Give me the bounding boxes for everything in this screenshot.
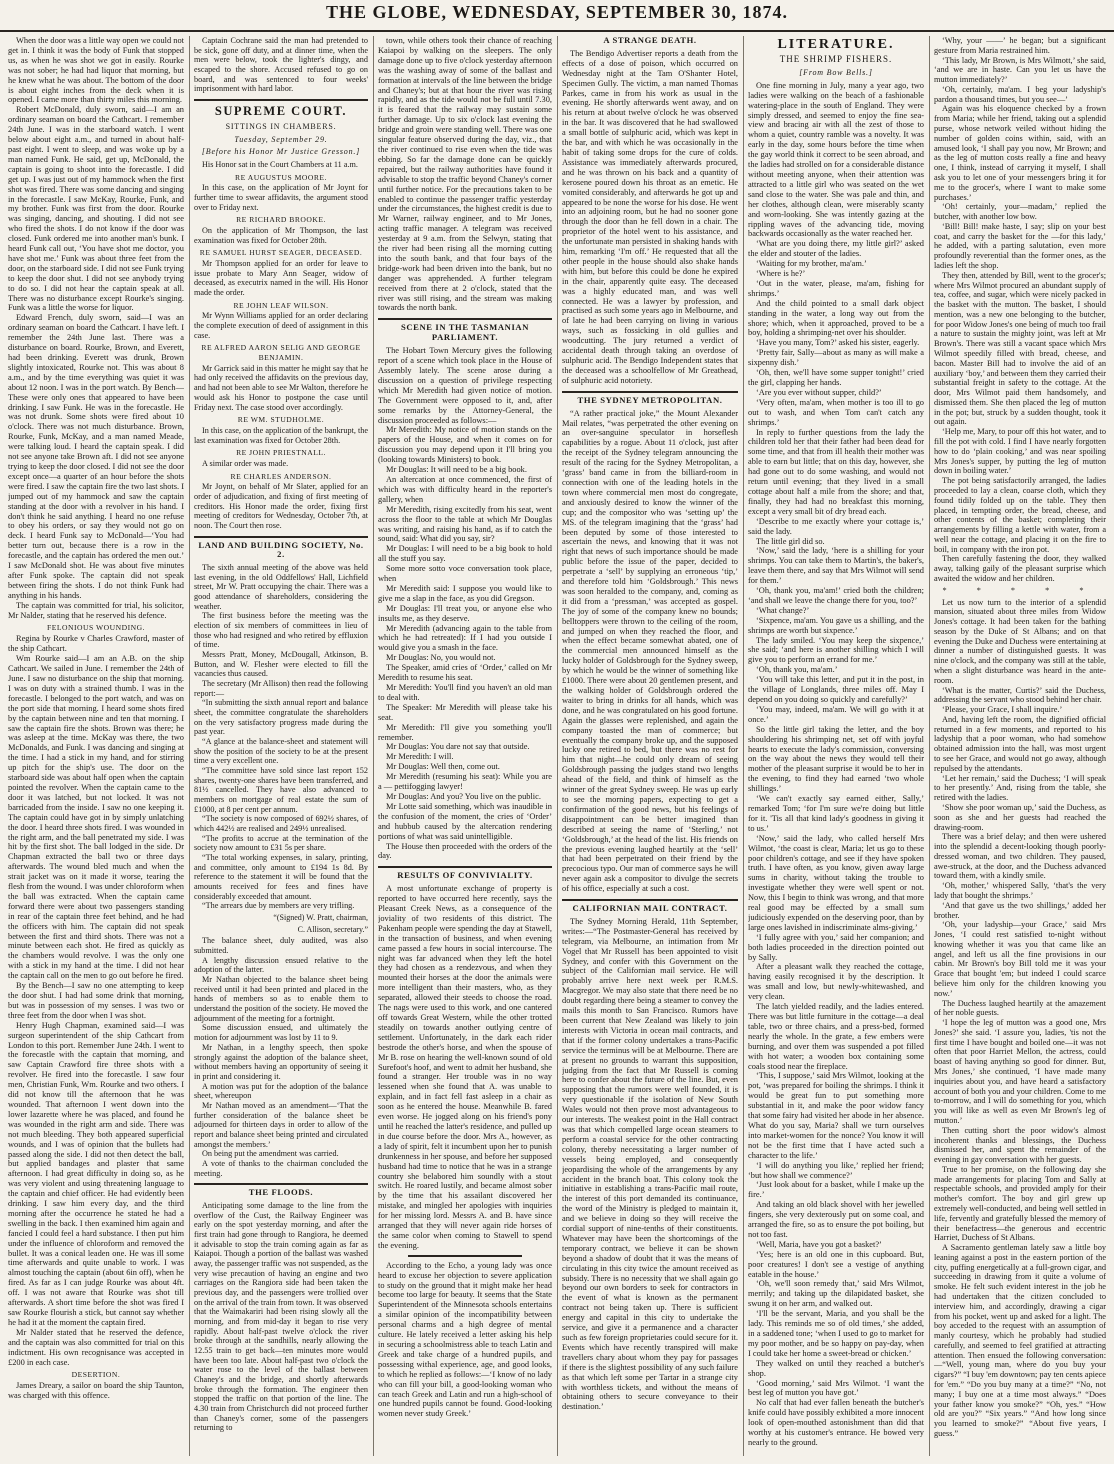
paragraph: ‘What is the matter, Curtis?’ said the Duchess, addressing the servant who stood behind her chair. [934,685,1106,705]
paragraph: The pot being satisfactorily arranged, the ladies proceeded to lay a clean, coarse cloth, which they found tidily folded up on the table. They then placed, in tempting order, the bread, cheese, and other contents of the basket; completing their arrangements by filling a kettle with water, from a well near the cottage, and placing it on the fire to boil, in company with the iron pot. [934,476,1106,554]
paragraph: And the child pointed to a small dark object standing in the water, a long way out from the shore; which, when it approached, proved to be a boy, holding a shrimping-net over his shoulder. [748,298,924,338]
paragraph: ‘You will take this letter, and put it in the post, in the village of Longlands, three miles off. May I depend on you doing so quickly and carefully?’ [748,675,924,704]
paragraph: Let us now turn to the interior of a splendid mansion, situated about three miles from Widow Jones's cottage. It had been taken for the bathing season by the Duke of St Albans; and on that evening the Duke and Duchess were entertaining at dinner a number of distinguished guests. It was nine o'clock, and the company was still at the table, when a slight disturbance was heard in the ante-room. [934,597,1106,685]
paragraph: ‘Sixpence, ma'am. You gave us a shilling, and the shrimps are worth but sixpence.’ [748,615,924,635]
paragraph: On being put the amendment was carried. [202,1149,339,1159]
paragraph: James Dreary, a sailor on board the ship Taunton, was charged with this offence. [8,1381,184,1401]
paragraph: ‘Show she poor woman up,’ said the Duchess, as soon as she and her guests had reached the drawing-room. [934,802,1106,832]
paragraph: Mr Nathan objected to the balance sheet being received until it had been printed and placed in the hands of members so as to enable them to understand the position of the society. He moved the adjournment of the meeting for a fortnight. [194,975,368,1023]
paragraph: ‘Oh, thank you, ma'am!’ cried both the children; ‘and shall we leave the change there for you, too?’ [748,586,924,605]
paragraph: town, while others took their chance of reaching Kaiapoi by walking on the sleepers. The only damage done up to five o'clock yesterday afternoon was the washing away of some of the ballast and formation at intervals of the line between the bridge and Chaney's; but at that hour the river was rising rapidly, and as the tide would not be full until 7.30, it is feared that the railway may sustain some further damage. Up to six o'clock last evening the bridge and groin were standing well. There was one singular feature observed during the day, viz., that the river continued to rise even when the tide was ebbing. So far the damage done can be quickly repaired, but the railway authorities have found it advisable to stop the traffic beyond Chaney's corner until further notice. For the precautions taken to be enabled to continue the passenger traffic yesterday under the circumstances, the highest credit is due to Mr Warner, railway engineer, and to Mr Jones, acting traffic manager. A telegram was received yesterday at 9 a.m. from the Selwyn, stating that the river had been rising all the morning cutting into the south bank, and that four bays of the bridge-work had been driven into the bank, but no danger was apprehended. A further telegram received from there at 2 o'clock, stated that the river was still rising, and the stream was making towards the north bank. [378,36,552,313]
section-heading: THE FLOODS. [194,1183,368,1198]
section-heading: RESULTS OF CONVIVIALITY. [378,866,552,881]
paragraph: Mr Meredith: You'll find you haven't an old man to deal with. [378,683,552,702]
paragraph: ‘Please, your Grace, I shall inquire.’ [942,705,1063,715]
paragraph: A lengthy discussion ensued relative to the adoption of the latter. [194,955,368,975]
paragraph: Mr Douglas: You dare not say that outside. [386,742,530,752]
paragraph: Mr Garrick said in this matter he might say that he had only received the affidavits on the previous day, and had not been able to see Mr Walton, therefore he would ask his Honor to postpone the case until Friday next. The case stood over accordingly. [194,363,368,412]
paragraph: Mr Lotte said something, which was inaudible in the confusion of the moment, the cries of ‘Order’ and hubbub caused by the altercation rendering portions of what was said unintelligible. [378,801,552,841]
paragraph: In reply to further questions from the lady the children told her that their father had been dead for some time, and that from ill health their mother was able to earn but little; that on this day, however, she had gone out to do some washing, and would not return until evening; that they lived in a small cottage about half a mile from the shore; and that, finally, they had had no breakfast this morning, except a very small bit of dry bread each. [748,427,924,516]
paragraph: A vote of thanks to the chairman concluded the meeting. [194,1158,368,1178]
section-heading: CALIFORNIAN MAIL CONTRACT. [562,899,738,914]
paragraph: Mr Joynt, on behalf of Mr Slater, applied for an order of adjudication, and fixing of first meeting of creditors. His Honor made the order, fixing first meeting of creditors for Wednesday, October 7th, at noon. The Court then rose. [194,482,368,530]
column-3 [378,36,552,1456]
paragraph: ‘Good morning,’ said Mrs Wilmot. ‘I want the best leg of mutton you have got.’ [748,1378,924,1398]
paragraph: Henry Hugh Chapman, examined said—I was surgeon superintendent of the ship Cathcart from London to this port. Remember June 24th. I went to the forecastle with the captain that morning, and saw Captain Crawford fire three shots with a revolver. He fired into the forecastle. I saw four men, Christian Funk, Wm. Rourke and two others. I did not know till the afternoon that he was wounded. That afternoon I went down into the lower lazarette where he was placed, and found he was wounded in the right arm and side. There was not much bleeding. They both appeared superficial wounds, and I was of opinion that the bullets had passed along the side. I did not then detect the ball, but applied bandages and plaster that same afternoon. I had great difficulty in doing so, as he was very violent and using threatening language to the captain and chief officer. He had evidently been drinking. I saw him every day, and the third morning after the occurrence he stated he had a swelling in the back. I then examined him again and fancied I could feel a hard substance. I then put him under the influence of chloroform and removed the bullet. It was a conical leaden one. He was ill some time afterwards and quite unable to work. I was almost touching the captain (about 6in off), when he fired. As far as I can judge Rourke was about 4ft. off. I was not aware that Rourke was shot till afterwards. A short time before the shot was fired I saw Rourke flourish a stick, but cannot say whether he had it at the moment the captain fired. [8,1020,184,1327]
paragraph: On the application of Mr Thompson, the last examination was fixed for October 28th. [194,226,368,245]
paragraph: And, having left the room, the dignified official returned in a few moments, and reported to his ladyship that a poor woman, who had somehow obtained admission into the hall, was most urgent to see her Grace, and would not go away, although repulsed by the attendants. [934,714,1106,773]
masthead-title: THE GLOBE, WEDNESDAY, SEPTEMBER 30, 1874. [326,2,788,22]
column-4 [562,36,738,1456]
paragraph: “The committee have sold since last report 152 shares, twenty-one shares have been transferred, and 81½ cancelled. They have also advanced to members on mortgage of real estate the sum of £1000, at 8 per cent per annum. [194,766,368,814]
paragraph: ‘I hope the leg of mutton was a good one, Mrs Jones?’ she said. ‘I assure you, ladies, 'tis not the first time I have bought and boiled one—it was not often that poor Harriet Mellon, the actress, could boast of having anything so good for dinner. But, Mrs Jones,’ she continued, ‘I have made many inquiries about you, and have heard a satisfactory account of both you and your children. Come to me to-morrow, and I will do something for you, which you will like as well as even Mr Brown's leg of mutton.’ [934,1018,1106,1125]
column-rule [743,36,744,1456]
column-1 [8,36,184,1456]
paragraph: ‘Oh, we'll soon remedy that,’ said Mrs Wilmot, merrily; and taking up the dilapidated basket, she swung it on her arm, and walked out. [748,1279,924,1309]
paragraph: “The society is now composed of 692½ shares, of which 442½ are realised and 249½ unrealised. [194,814,368,834]
paragraph: ‘Oh, certainly, ma'am. I beg your ladyship's pardon a thousand times, but you see—’ [934,84,1106,104]
case-name: RE RICHARD BROOKE. [236,215,326,225]
literature-heading: LITERATURE. [777,37,895,52]
paragraph: Mr Nathan, in a lengthy speech, then spoke strongly against the adoption of the balance sheet, without members having an opportunity of seeing it in print and considering it. [194,1042,368,1081]
section-heading: A STRANGE DEATH. [603,36,697,45]
column-rule [189,36,190,1456]
section-heading: THE SYDNEY METROPOLITAN. [562,391,738,406]
signature: “(Signed) W. Pratt, chairman, [273,913,368,923]
paragraph: Regina by Rourke v Charles Crawford, master of the ship Cathcart. [8,634,184,654]
paragraph: The Speaker, amid cries of ‘Order,’ called on Mr Meredith to resume his seat. [378,663,552,683]
section-break: * * * * * [942,585,1098,595]
paragraph: ‘You may, indeed, ma'am. We will go with it at once.’ [748,704,924,724]
column-2 [194,36,368,1456]
paragraph: ‘And that gave us the two shillings,’ added her brother. [934,900,1106,920]
divider [408,1255,522,1257]
paragraph: ‘Oh, mother,’ whispered Sally, ‘that's the very lady that bought the shrimps.’ [934,881,1106,900]
paragraph: Mr Douglas: No, you would not. [386,653,496,663]
paragraph: ‘I'll be the servant, Maria, and you shall be the lady. This reminds me so of old times,’ she added, in a saddened tone; ‘when I used to go to market for my poor mother, and be so happy on pay-day, when I could take her home a sweet-bread or chicken.’ [748,1309,924,1358]
paragraph: ‘Now,’ said the lady, ‘here is a shilling for your shrimps. You can take them to Martin's, the baker's, leave them there, and say that Mrs Wilmot will send for them.’ [748,546,924,586]
paragraph: ‘What are you doing there, my little girl?’ asked the elder and stouter of the ladies. [748,239,924,259]
paragraph: The first business before the meeting was the election of six members of committees in lieu of those who had resigned and who retired by effluxion of time. [194,611,368,650]
paragraph: The latch yielded readily, and the ladies entered. There was but little furniture in the cottage—a deal table, two or three chairs, and a press-bed, formed nearly the whole. In the grate, a few embers were burning, and over them was suspended a pot filled with hot water; a wooden box containing some coals stood near the fireplace. [748,1002,924,1071]
paragraph: Mr Wynn Williams applied for an order declaring the complete execution of deed of assignment in this case. [194,311,368,340]
paragraph: After a pleasant walk they reached the cottage, having easily recognised it by the description. It was small and low, but newly-whitewashed, and very clean. [748,962,924,1002]
paragraph: Captain Cochrane said the man had pretended to be sick, gone off duty, and at dinner time, when the men were below, took the lighter's dingy, and escaped to the shore. Accused refused to go on board, and was sentenced to four weeks' imprisonment with hard labor. [194,36,368,94]
columns [8,36,1108,1456]
column-5 [748,36,924,1456]
paragraph: They walked on until they reached a butcher's shop. [748,1358,924,1378]
paragraph: Mr Nathan moved as an amendment—‘That the further consideration of the balance sheet be adjourned for thirteen days in order to allow of the report and balance sheet being printed and circulated amongst the members.’ [194,1100,368,1149]
section-heading: SCENE IN THE TASMANIAN PARLIAMENT. [378,318,552,343]
paragraph: The Bendigo Advertiser reports a death from the effects of a dose of poison, which occurred on Wednesday night at the Tam O'Shanter Hotel, Specimen Gully. The victim, a man named Thomas Parkes, came in from his work as usual in the evening. He shortly afterwards went away, and on his return at about twelve o'clock he was observed in the bar. It was discovered that he had swallowed a small bottle of sulphuric acid, which was kept in the bar, and with which he was occasionally in the habit of taking some drops for the cure of colds. Assistance was immediately afterwards procured, and he was thrown on his back and a quantity of kerosene poured down his throat as an emetic. He vomited considerably, and afterwards he got up and appeared to be none the worse for his dose. He went into an adjoining room, but he had no sooner gone through the door than he fell down in a chair. The proprietor of the hotel went to his assistance, and the unfortunate man persisted in shaking hands with him, remarking ‘I'm off.’ He requested that all the other people in the house should also shake hands with him, but before this could be done he expired in the chair, apparently quite easy. The deceased was a highly educated man, and was well connected. He was a lawyer by profession, and practised as such some years ago in Melbourne, and of late he had been carrying on living in various ways, such as fossicking in old gullies and woodcutting. The jury returned a verdict of accidental death through taking an overdose of sulphuric acid. The Bendigo Independent states that the deceased was a schoolfellow of Mr Greathead, of sulphuric acid notoriety. [562,48,738,385]
paragraph: When the door was a little way open we could not get in. I think it was the body of Funk that stopped us, as when he was shot we got in easily. Rourke was not sober; he had had liquor that morning, but he knew what he was about. The bottom of the door is about eight inches from the deck when it is opened. I came more than thirty miles this morning. [8,36,184,105]
section-heading: SUPREME COURT. [194,99,368,119]
paragraph: ‘Where is he?’ [756,269,806,279]
paragraph: ‘Help me, Mary, to pour off this hot water, and to fill the pot with cold. I find I have nearly forgotten how to do ‘plain cooking,’ and was near spoiling Mrs Jones's supper, by putting the leg of mutton down in boiling water.’ [934,427,1106,476]
paragraph: The secretary (Mr Allison) then read the following report:— [194,678,368,698]
paragraph: A most unfortunate exchange of property is reported to have occurred here recently, says the Pleasant Creek News, as a consequence of the joviality of two residents of this district. The Pakenham people were spending the day at Stawell, in the transaction of business, and when evening came passed a few hours in social intercourse. The night was far advanced when they left the hotel they had chosen as a rendezvous, and when they mounted their horses at the door the animals were more intelligent than their masters, who, as they separated, allowed their steeds to choose the road. The nags were used to this work, and one cantered off towards Great Western, while the other trotted steadily on towards another outlying centre of settlement. Unfortunately, in the dark each rider bestrode the other's horse, and when the spouse of Mr B. rose on hearing the well-known sound of old Surefoot's hoof, and went to admit her husband, she found a stranger. Her trouble was in no way lessened when she found that A. was unable to explain, and in fact fell fast asleep in a chair as soon as he entered the house. Meanwhile B. fared even worse. He jogged along on his friend's pony until he reached the latter's residence, and pulled up in due course before the door. Mrs A., however, as a lady of spirit, felt it incumbent upon her to punish drunkenness in her spouse, and before her supposed husband had time to notice that he was in a strange country she belabored him soundly with a stout switch. He roared lustily, and became almost sober by the time that his assailant discovered her mistake, and mingled her apologies with inquiries for her missing lord. Messrs A. and B. have since arranged that they will never again ride horses of the same color when coming to Stawell to spend the evening. [378,884,552,1250]
paragraph: ‘Now,’ said the lady, who called herself Mrs Wilmot, ‘the coast is clear, Maria; let us go to these poor children's cottage, and see if they have spoken truth. I have often, as you know, given away large sums in charity, without taking the trouble to investigate whether they were well spent or not. Now, this I begin to think was wrong, and that more real good may be effected by a small sum judiciously expended on the deserving poor, than by large ones lavished in indiscriminate alms-giving.’ [748,833,924,932]
paragraph: ‘I will do anything you like,’ replied her friend; ‘but how shall we commence?’ [748,1160,924,1180]
date-line: Tuesday, September 29. [234,134,328,144]
paragraph: Mr Douglas: Well then, come out. [386,762,500,772]
paragraph: True to her promise, on the following day she made arrangements for placing Tom and Sally at respectable schools, and provided amply for their mother's comfort. The boy and girl grew up extremely well-conducted, and being well settled in life, fervently and gratefully blessed the memory of their benefactress—the generous and eccentric Harriet, Duchess of St Albans. [934,1164,1106,1243]
paragraph: And taking an old black shovel with her jewelled fingers, she very dexterously put on some coal, and arranged the fire, so as to ensure the pot boiling, but not too fast. [748,1200,924,1239]
paragraph: The Speaker: Mr Meredith will please take his seat. [378,702,552,722]
paragraph: Mr Meredith (advancing again to the table from which he had retreated): If I had you outside I would give you a smash in the face. [378,623,552,653]
paragraph: A similar order was made. [202,458,289,468]
paragraph: The Duchess laughed heartily at the amazement of her noble guests. [934,998,1106,1018]
paragraph: ‘Yes; here is an old one in this cupboard. But, poor creatures! I don't see a vestige of anything eatable in the house.’ [748,1249,924,1279]
case-name: RE SAMUEL HURST SEAGER, DECEASED. [199,248,363,258]
paragraph: A motion was put for the adoption of the balance sheet, whereupon [194,1081,368,1101]
paragraph: “A rather practical joke,” the Mount Alexander Mail relates, “was perpetrated the other evening on an over-sanguine speculator in horseflesh capabilities by a rogue. About 11 o'clock, just after the receipt of the Sydney telegram announcing the result of the racing for the Sydney Metropolitan, a ‘grass’ band came in from the billiard-room in connection with one of the leading hotels in the town where commercial men most do congregate, and anxiously desired to know the winner of the cup; and the compositor who was ‘setting up’ the MS. of the telegram imagining that the ‘grass’ had been deputed by some of those interested to ascertain the news, and knowing that it was not right that news of such importance should be made public before the issue of the paper, decided to perpetrate a ‘sell’ by supplying an erroneous ‘tip,’ and therefore told him ‘Goldsbrough.’ This news was soon heralded to the company, and, coming as it did from a ‘pressman,’ was accepted as gospel. The joy of some of the company knew no bounds; belltoppers were thrown to the ceiling of the room, and jumped on when they reached the floor, and when the effect became somewhat abated, one of the commercial men announced himself as the lucky holder of Goldsbrough for the Sydney sweep, by which he would be the winner of something like £1000. There were about 20 gentlemen present, and the walking holder of Goldsbrough ordered the waiter to bring in drinks for all hands, which was done, and he was congratulated on his good fortune. Again the glasses were replenished, and again the company toasted the man of commerce; but eventually the company broke up, and the supposed lucky one retired to bed, but there was no rest for him that night—he could only dream of seeing Goldsbrough passing the judges stand two lengths ahead of the field, and think of himself as the winner of the great Sydney sweep. He was up early to see the morning papers, expecting to get a confirmation of the good news, but his feelings of disappointment can be better imagined than described at seeing the name of ‘Sterling,’ not ‘Goldsbrough,’ at the head of the list. His friends on the previous evening laughed heartily at the ‘sell’ that had been perpetrated on their friend by the precocious typo. Our man of commerce says he will never again ask a compositor to divulge the secrets of his office, especially at such a cost. [562,408,738,894]
paragraph: The Sydney Morning Herald, 11th September, writes:—“The Postmaster-General has received by telegram, via Melbourne, an intimation from Mr Vogel that Mr Russell has been appointed to visit Sydney, and confer with this Government on the subject of the Californian mail service. He will probably arrive here next week per R.M.S. Macgregor. We may also state that there need be no doubt regarding there being a steamer to convey the mails this month to San Francisco. Rumors have been current that New Zealand was likely to join interests with Victoria in ocean mail contracts, and that if the former colony undertakes a trans-Pacific service the terminus will be at Melbourne. There are at present no grounds to warrant this supposition, judging from the fact that Mr Russell is coming here to confer about the future of the line. But, even supposing that the rumors were well founded, it is very questionable if the isolation of New South Wales would not then prove most advantageous to our interests. The weakest point in the Hall contract was that which compelled large ocean steamers to perform a coastal service for the other contracting colony, thereby necessitating a larger number of vessels being employed, and consequently jeopardising the whole of the arrangements by any accident in the branch boat. This colony took the initiative in establishing a trans-Pacific mail route, the interest of this port demanded its continuance, the word of the Ministry is pledged to maintain it, and we believe in doing so they will receive the cordial support of nine-tenths of their constituents. Whatever may have been the shortcomings of the temporary contract, we believe it can be shown beyond a shadow of doubt that it was the means of circulating in this city twice the amount received as subsidy. There is no necessity that we shall again go beyond our own borders to seek for contractors in the event of what is known as the permanent contract not being taken up. There is sufficient energy and capital in this city to undertake the service, and give it a permanence and a character such as few foreign proprietaries could secure for it. Events which have recently transpired will make travellers chary about whom they pay for passages if there is the slightest possibility of any such failure as that which left some per Tartar in a strange city with worthless tickets, and without the means of obtaining others to secure conveyance to their destination.’ [562,916,738,1412]
section-heading: LAND AND BUILDING SOCIETY, No. 2. [194,536,368,560]
section-heading: FELONIOUS WOUNDING. [47,623,145,633]
story-title: THE SHRIMP FISHERS. [779,54,893,64]
paragraph: “In submitting the sixth annual report and balance sheet, the committee congratulate the shareholders on the very satisfactory progress made during the past year. [194,698,368,737]
paragraph: ‘Waiting for my brother, ma'am.’ [756,259,867,269]
paragraph: Edward French, duly sworn, said—I was an ordinary seaman on board the Cathcart. I have left. I remember the 24th June last. There was a disturbance on board. Rourke, Brown, and Everett, had been drinking. Everett was drunk, Brown slightly intoxicated, Rourke not. This was about 8 a.m., and by the time everything was quiet it was about 12 noon. I was in the port watch. By Bench—These were only ones that appeared to have been drinking. I saw Funk. He was in the forecastle. He was not drunk. Some shots were fired about 10 o'clock. There was not much disturbance. Brown, Rourke, Funk, McKay, and a man named Meade, were talking loud. I heard the captain speak. I did not see anyone take Brown aft. I did not see anyone trying to keep the door closed. I did not see the door except once—a quarter of an hour before the shots were fired. I saw the captain fire the two last shots. I jumped out of my hammock and saw the captain standing at the door with a revolver in his hand. I don't think he said anything. I heard no one refuse to obey his orders, or say they would not go on deck. I heard Funk say to McDonald—‘You had better turn out, because there is a row in the forecastle, and the captain has ordered the men out.’ I saw McDonald shot. He was about five minutes after Funk spoke. The captain did not speak between firing the shots. I do not think Funk had anything in his hands. [8,313,184,600]
paragraph: Mr Douglas: I'll treat you, or anyone else who insults me, as they deserve. [378,603,552,623]
paragraph: Some discussion ensued, and ultimately the motion for adjournment was lost by 11 to 9. [194,1023,368,1043]
paragraph: Mr Meredith (resuming his seat): While you are a — pettifogging lawyer! [378,772,552,792]
paragraph: ‘Well, Maria, have you got a basket?’ [756,1239,882,1249]
paragraph: “The total working expenses, in salary, printing, and committee, only amount to £194 1s 8d. By reference to the statement it will be found that the amounts received for fees and fines have considerably exceeded that amount. [194,853,368,901]
paragraph: ‘What change?’ [756,605,810,615]
paragraph: “The arrears due by members are very trifling. [202,901,355,911]
paragraph: “The profits to accrue at the termination of the society now amount to £31 5s per share. [194,833,368,853]
paragraph: Mr Douglas: And you? You live on the public. [386,791,541,801]
masthead [0,0,1114,32]
section-subheading: SITTINGS IN CHAMBERS. [225,122,337,132]
paragraph: No calf that had ever fallen beneath the butcher's knife could have possibly exhibited a more innocent look of open-mouthed astonishment than did that worthy at his customer's entrance. He bowed very nearly to the ground. [748,1398,924,1447]
paragraph: ‘Oh, thank you, ma'am.’ [756,665,838,675]
paragraph: ‘This, I suppose,’ said Mrs Wilmot, looking at the pot, ‘was prepared for boiling the shrimps. I think it would be great fun to put something more substantial in it, and make the poor widow fancy that some fairy had visited her abode in her absence. What do you say, Maria? shall we turn ourselves into market-women for the nonce? You know it will not be the first time that I have acted such a character to the life.’ [748,1071,924,1160]
paragraph: They then, attended by Bill, went to the grocer's; where Mrs Wilmot procured an abundant supply of tea, coffee, and sugar, which were nicely packed in the basket with the mutton. The basket, I should mention, was a new one belonging to the butcher, for poor Widow Jones's one being of much too frail a nature to sustain the mighty joint, was left at Mr Brown's. There was still a vacant space which Mrs Wilmot speedily filled with bread, cheese, and bacon. Master Bill had to involve the aid of an auxiliary ‘boy,’ and between them they carried their substantial freight in safety to the cottage. At the door, Mrs Wilmot paid them handsomely, and dismissed them. She then placed the leg of mutton in the pot; but, struck by a sudden thought, took it out again. [934,270,1106,427]
paragraph: One fine morning in July, many a year ago, two ladies were walking on the beach of a fashionable watering-place in the south of England. They were simply dressed, and seemed to enjoy the fine sea-view and bracing air with all the zest of those to whom a quiet, country ramble was a novelty. It was early in the day, some hours before the time when the gay world think it correct to be seen abroad, and the ladies had strolled on for a considerable distance without meeting anyone, when their attention was attracted to a little girl who was seated on the wet sand close to the water. She was pale and thin, and her clothes, although clean, were miserably scanty and worn-looking. She was intently gazing at the rippling waves of the advancing tide, moving backwards occasionally as the water reached her. [748,80,924,239]
paragraph: ‘We can't exactly say earned either, Sally,’ remarked Tom; ‘for I'm sure we're doing but little for it. 'Tis all that kind lady's goodness in giving it to us.’ [748,794,924,833]
paragraph: His Honor sat in the Court Chambers at 11 a.m. [202,160,358,170]
paragraph: ‘Just look about for a basket, while I make up the fire.’ [748,1180,924,1200]
paragraph: “A glance at the balance-sheet and statement will show the position of the society to be at the present time a very excellent one. [194,737,368,766]
paragraph: A Sacramento gentleman lately saw a little boy leaning against a post in the eastern portion of the city, puffing energetically at a full-grown cigar, and succeeding in drawing from it quite a volume of smoke. He felt such evident interest in the job he had undertaken that the citizen concluded to interview him, and accordingly, drawing a cigar from his pocket, went up and asked for a light. The boy acceded to the request with an assumption of manly courtesy, which he probably had studied carefully, and seemed to feel gratified at attracting attention. Then ensued the following conversation:—“Well, young man, where do you buy your cigars?” “I buy 'em downtown; pay ten cents apiece for 'em.” “Do you buy many at a time?” “No, not many; I buy one at a time most always.” “Does your father know you smoke?” “Oh, yes.” “How old are you?” “Six years.” “And how long since you learned to smoke?” “About five years, I guess.” [934,1243,1106,1438]
column-rule [557,36,558,1456]
paragraph: The lady smiled. ‘You may keep the sixpence,’ she said; ‘and here is another shilling which I will give you to perform an errand for me.’ [748,635,924,665]
paragraph: According to the Echo, a young lady was once heard to excuse her objection to severe application to study on the ground that it might make her head become too large for beauty. It seems that the State Superintendent of the Minnesota schools entertains a similar opinion of the incompatibility between personal charms and a high degree of mental culture. He lately received a letter asking his help in securing a schoolmistress able to teach Latin and Greek and take charge of a hundred pupils, and possessing withal experience, age, and good looks, to which he replied as follows:—‘I know of no lady who can fill your bill, a good-looking woman who can teach Greek and Latin and run a high-school of one hundred pupils cannot be found. Good-looking women never study Greek.’ [378,1260,552,1419]
case-name: RE JOHN PRIESTNALL. [236,448,326,458]
paragraph: ‘Describe to me exactly where your cottage is,’ said the lady. [748,516,924,536]
paragraph: Then cutting short the poor widow's almost incoherent thanks and blessings, the Duchess dismissed her, and spent the remainder of the evening in gay conversation with her guests. [934,1125,1106,1165]
paragraph: ‘Are you ever without supper, child?’ [756,387,882,397]
paragraph: ‘Let her remain,’ said the Duchess; ‘I will speak to her presently.’ And, rising from the table, she retired with the ladies. [934,773,1106,803]
paragraph: Then carefully fastening the door, they walked away, talking gaily of the pleasant surprise which awaited the widow and her children. [934,554,1106,583]
case-name: RE ALFRED AARON SELIG AND GEORGE BENJAMIN. [201,343,361,363]
column-rule [373,36,374,1456]
paragraph: Mr Meredith: I'll give you something you'll remember. [378,722,552,742]
paragraph: Mr Meredith, rising excitedly from his seat, went across the floor to the table at which Mr Douglas was writing, and raising his hand, as if to catch the sound, said: What did you say, sir? [378,504,552,544]
paragraph: The captain was committed for trial, his solicitor, Mr Nalder, stating that he reserved his defence. [8,600,184,620]
paragraph: Mr Meredith: My notice of motion stands on the papers of the House, and when it comes on for discussion you may depend upon it I'll bring you (looking towards Ministers) to book. [378,425,552,465]
paragraph: ‘Out in the water, please, ma'am, fishing for shrimps.’ [748,278,924,298]
paragraph: ‘Oh, then, we'll have some supper tonight!’ cried the girl, clapping her hands. [748,368,924,387]
paragraph: So the little girl taking the letter, and the boy shouldering his shrimping net, set off with joyful hearts to execute the lady's commission, conversing on the way about the news they would tell their mother of the pleasant surprise it would be to her in the evening, to find they had earned ‘two whole shillings.’ [748,724,924,794]
paragraph: The little girl did so. [756,536,825,546]
paragraph: The sixth annual meeting of the above was held last evening, in the old Oddfellows' Hall, Lichfield street, Mr W. Pratt occupying the chair. There was a good attendance of shareholders, considering the weather. [194,562,368,611]
paragraph: Some more sotto voce conversation took place, when [378,564,552,584]
paragraph: The balance sheet, duly audited, was also submitted. [194,936,368,956]
paragraph: In this case, on the application of Mr Joynt for further time to swear affidavits, the argument stood over to Friday next. [194,183,368,212]
paragraph: Wm Rourke said—I am an A.B. on the ship Cathcart. We sailed in June. I remember the 24th of June. I saw no disturbance on the ship that morning. I was on duty with a strained thumb. I was in the forecastle. I belonged to the port watch, and was on the port side that morning. I heard some shots fired by the captain between nine and ten that morning. I saw the captain fire the shots. Brown was there; he was asleep at the time. McKay was there, the two McDonalds, and Funk. I was dancing and singing at the time. I had a stick in my hand, and for stirring up pitch for the ship's use. The door on the starboard side was about half open when the captain pointed the revolver. When the captain came to the door it was latched, but not locked. It was not barricaded from the inside. I saw no one keeping it. The captain could have got in by simply unlatching the door. I heard three shots fired. I was wounded in the right arm, and the ball penetrated my side. I was hit by the first shot. The ball lodged in the side. Dr Chapman extracted the ball two or three days afterwards. The wound bled much and when the strait jacket was on it made it worse, tearing the flesh from the wound. I was under chloroform when the ball was extracted. When the captain came forward there were about two passengers standing in rear of the captain three feet behind, and he had the officers with him. The captain did not speak between the first and third shots. There was not a minute between each shot. He fired as quickly as the chambers would revolve. I was the only one with a stick in my hand at the time. I did not hear the captain call on the men to go out before he fired. [8,654,184,981]
paragraph: Anticipating some damage to the line from the overflow of the Cust, the Railway Engineer was early on the spot yesterday morning, and after the first train had gone through to Rangiora, he deemed it advisable to stop the train coming again as far as Kaiapoi. Though a portion of the ballast was washed away, the passenger traffic was not suspended, as the very wise precaution of having an engine and two carriages on the Rangiora side had been taken the previous day, and the passengers were trollied over on the arrival of the train from town. It was observed that the Waimakariri had been rising slowly all the morning, and from mid-day it began to rise very rapidly. About half-past twelve o'clock the river broke through at the sandhills, nearly allowing the 12.55 train to get back—ten minutes more would have been too late. About half-past two o'clock the water rose to the level of the ballast between Chaney's and the bridge, and shortly afterwards broke through the formation. The engineer then stopped the traffic on that portion of the line. The 4.30 train from Christchurch did not proceed further than Chaney's corner, some of the passengers returning to [194,1200,368,1433]
paragraph: Again was his eloquence checked by a frown from Maria; while her friend, taking out a splendid purse, whose network veiled without hiding the number of golden coins within, said, with an amused look, ‘I shall pay you now, Mr Brown; and as the leg of mutton costs really a fine and heavy one, I think, instead of carrying it myself, I shall ask you to let one of your messengers bring it for me to the grocer's, where I want to make some purchases.’ [934,104,1106,202]
case-name: RE JOHN LEAF WILSON. [233,300,329,310]
column-rule [929,36,930,1456]
paragraph: The Hobart Town Mercury gives the following report of a scene which took place in the House of Assembly lately. The scene arose during a discussion on a question of privilege respecting which Mr Meredith had given notice of motion. The Government were opposed to it, and, after some remarks by the Attorney-General, the discussion proceeded as follows:— [378,346,552,425]
story-source: [From Bow Bells.] [799,67,873,77]
paragraph: Mr Douglas: I will need to be a big book to hold all the stuff you say. [378,544,552,564]
paragraph: Messrs Pratt, Money, McDougall, Atkinson, B. Button, and W. Flesher were elected to fill the vacancies thus caused. [194,649,368,679]
paragraph: An altercation at once commenced, the first of which was with difficulty heard in the reporter's gallery, when [378,474,552,504]
paragraph: Mr Nalder stated that he reserved the defence, and the captain was also committed for trial on this indictment. His own recognisance was accepted in £200 in each case. [8,1327,184,1367]
paragraph: ‘Very often, ma'am, when mother is too ill to go out to wash, and when Tom can't catch any shrimps.’ [748,397,924,427]
paragraph: Mr Meredith said: I suppose you would like to give me a slap in the face, as you did Gregson. [378,583,552,603]
case-name: RE WM. STUDHOLME. [237,415,325,425]
paragraph: By the Bench—I saw no one attempting to keep the door shut. I had had some drink that morning, but was in possession of my senses. I was two or three feet from the door when I was shot. [8,981,184,1020]
paragraph: ‘Bill! Bill! make haste, I say; slip on your best coat, and carry the basket for the —for this lady,’ he added, with a parting salutation, even more profoundly reverential than the former ones, as the ladies left the shop. [934,221,1106,270]
signature: C. Allison, secretary.” [297,924,368,934]
before-line: [Before his Honor Mr Justice Gresson.] [201,147,361,157]
paragraph: Mr Thompson applied for an order for leave to issue probate to Mary Ann Seager, widow of deceased, as executrix named in the will. His Honor made the order. [194,259,368,298]
case-name: RE CHARLES ANDERSON. [230,471,332,481]
paragraph: Robert McDonald, duly sworn, said—I am an ordinary seaman on board the Cathcart. I remember 24th June. I was in the starboard watch. I went below about eight a.m., and turned in about half-past eight. I went to sleep, and was woke up by a man named Funk. He said, get up, McDonald, the captain is going to shoot into the forecastle. I did get up. I was just out of my hammock when the first shot was fired. There was some dancing and singing in the forecastle. I saw McKay, Rourke, Funk, and my brother. Funk was first from the door. Rourke was singing, dancing, and shouting. I did not see who fired the shots. I do not know if the door was closed. Funk ordered me into another man's bunk. I heard Funk call out, ‘You have shot me doctor, you have shot me.’ Funk was about three feet from the door, on the starboard side. I did not see Funk trying to keep the door shut. I did not see anybody trying to do so. I did not hear the captain speak at all. There was no disturbance except Rourke's singing. Funk was a little the worse for liquor. [8,105,184,313]
paragraph: Mr Meredith: I will. [386,752,454,762]
paragraph: ‘Oh! certainly, your—madam,’ replied the butcher, with another low bow. [934,202,1106,222]
column-6 [934,36,1106,1456]
paragraph: ‘Oh, your ladyship—your Grace,’ said Mrs Jones, ‘I could rest satisfied to-night without knowing whether it was you that came like an angel, and left us all the fine provisions in our cabin. Mr Brown's boy Bill told me it was your Grace that bought 'em; but indeed I could scarce believe him only for the children knowing you now.’ [934,920,1106,998]
paragraph: ‘This lady, Mr Brown, is Mrs Wilmott,’ she said, ‘and we are in haste. Can you let us have the mutton immediately?’ [934,55,1106,85]
paragraph: ‘Pretty fair, Sally—about as many as will make a sixpenny dish.’ [748,348,924,368]
paragraph: ‘Why, your ——’ he began; but a significant gesture from Maria restrained him. [934,36,1106,55]
section-heading: DESERTION. [71,1370,121,1380]
paragraph: ‘Have you many, Tom?’ asked his sister, eagerly. [756,338,920,348]
paragraph: The House then proceeded with the orders of the day. [378,841,552,861]
case-name: RE AUGUSTUS MOORE. [235,172,327,182]
paragraph: In this case, on the application of the bankrupt, the last examination was fixed for October 28th. [194,425,368,445]
paragraph: Mr Douglas: It will need to be a big book. [386,465,527,475]
paragraph: There was a brief delay; and then were ushered into the splendid a decent-looking though poorly-dressed woman, and two children. They paused, awe-struck, at the door, and the Duchess advanced toward them, with a kindly smile. [934,832,1106,881]
paragraph: ‘I fully agree with you,’ said her companion; and both ladies proceeded in the direction pointed out by Sally. [748,932,924,962]
